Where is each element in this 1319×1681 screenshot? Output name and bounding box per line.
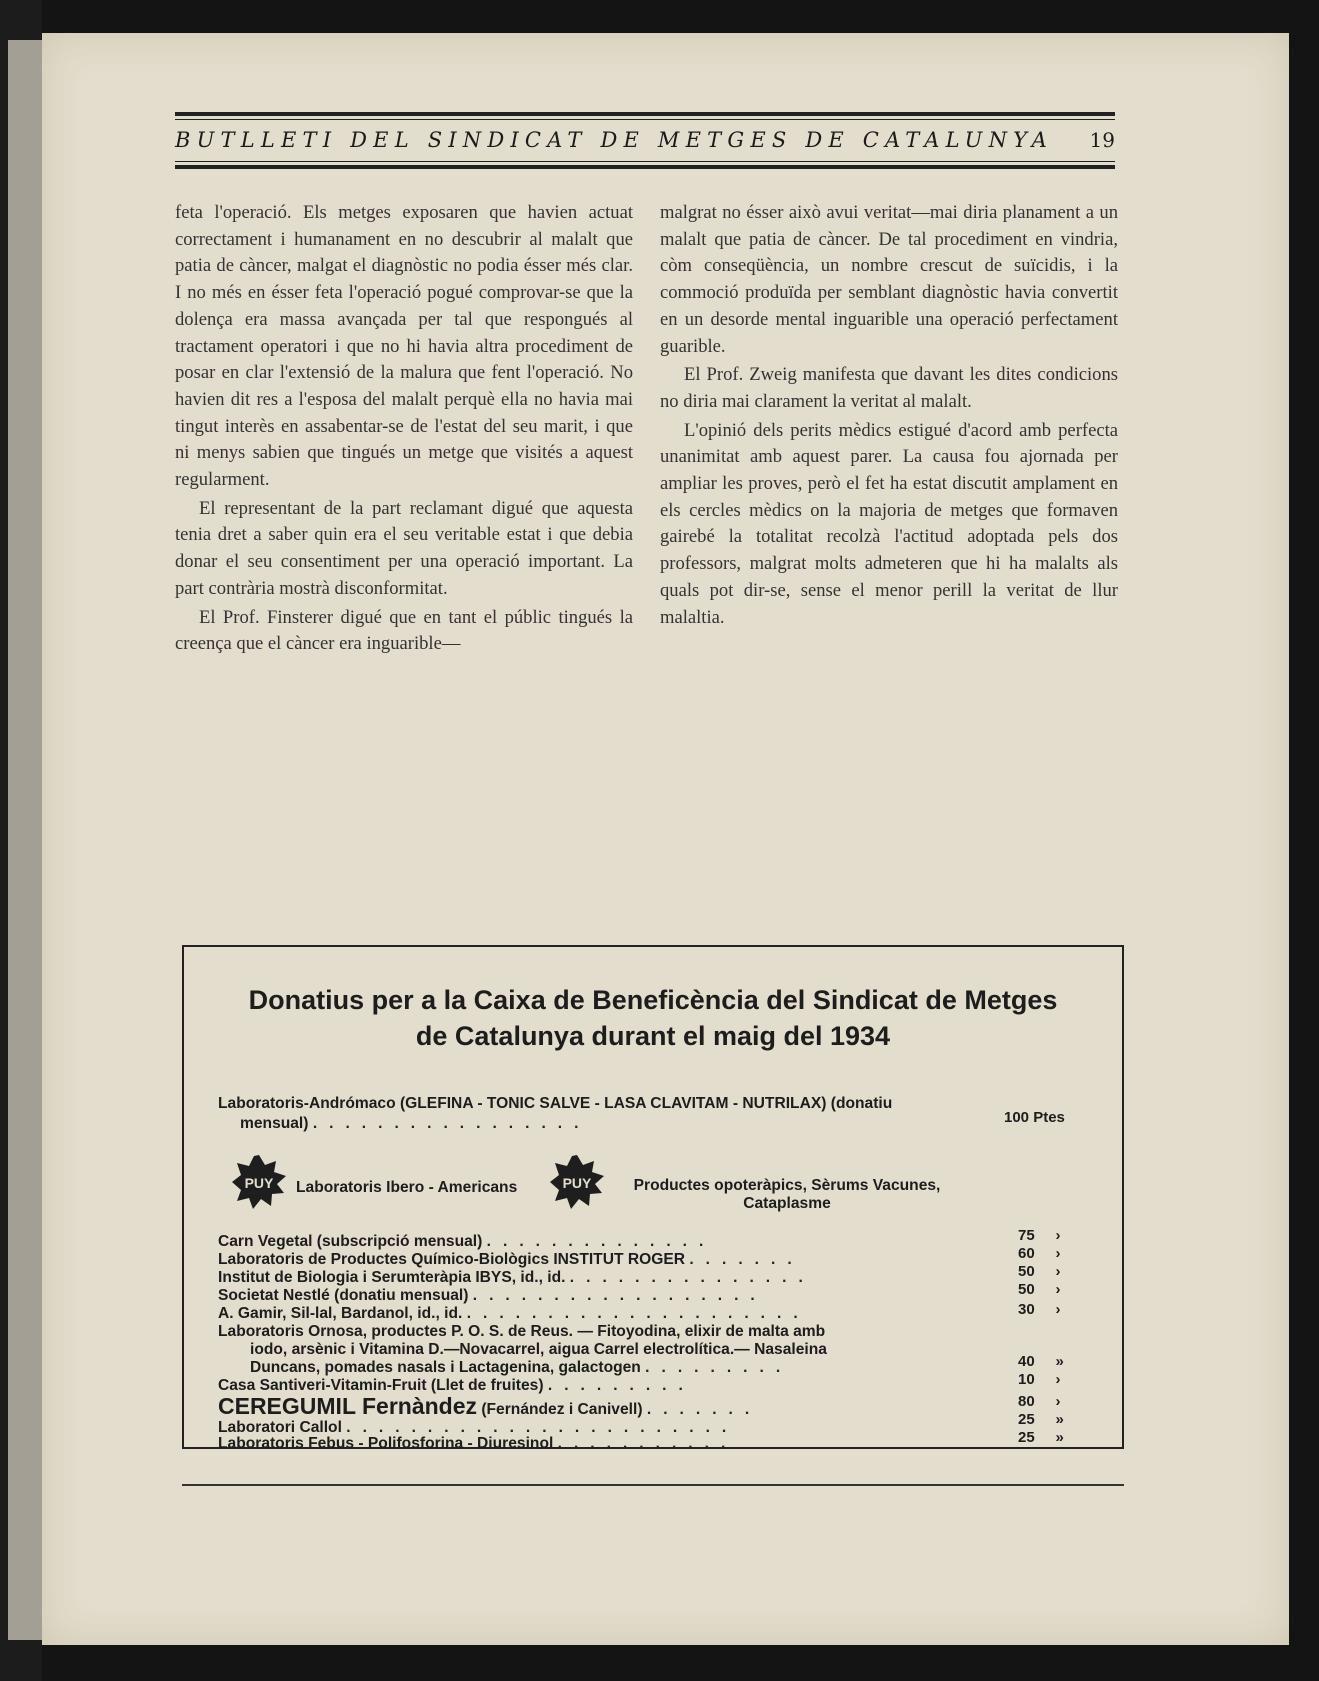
entry-amount [1018, 1393, 1061, 1410]
paragraph: El representant de la part reclamant digué que aquesta tenia dret a saber quin era el seu veritable estat i que debia donar el seu consentiment per una operació important. La part contrària mostrà disconformitat. [175, 497, 633, 599]
opoterapics-label [612, 1177, 962, 1213]
entry-amount [1018, 1245, 1061, 1262]
amount-unit: › [1055, 1393, 1061, 1410]
amount-value: 30 [1018, 1301, 1035, 1318]
opoterapics-line2: Cataplasme [743, 1195, 831, 1212]
entry-amount [1018, 1227, 1061, 1244]
puy-logo-text: PUY [562, 1175, 592, 1191]
left-column [175, 200, 633, 658]
paragraph: feta l'operació. Els metges exposaren que havien actuat correctament i humanament en no descubrir al malalt que patia de càncer, malgat el diagnòstic no podia ésser més clar. I no més en ésser feta l'operació pogué comprovar-se que la dolença era massa avançada per tal que respongués al tractament operatori i que no hi havia altra procediment de posar en clar l'extensió de la malura que fent l'operació. No havien dit res a l'esposa del malalt perquè ella no havia mai tingut interès en assabentar-se de l'estat del seu marit, i que ni menys sabien que tingués un metge que visités a aquest regularment. [175, 202, 633, 491]
entry-text: Laboratori Callol [218, 1419, 342, 1436]
leader-dots: ........... [557, 1435, 738, 1452]
ceregumil-brand: CEREGUMIL Fernàndez [218, 1393, 477, 1419]
paragraph: malgrat no ésser això avui veritat—mai diria planament a un malalt que patia de càncer. De tal procediment en vindria, còm conseqüència, un nombre crescut de suïcidis, i la commoció produïda per semblant diagnòstic havia convertit en un desorde mental inguarible una operació perfectament guarible. [660, 202, 1118, 357]
paragraph: L'opinió dels perits mèdics estigué d'acord amb perfecta unanimitat amb aquest parer. La causa fou ajornada per ampliar les proves, però el fet ha estat discutit amplament en els cercles mèdics on la majoria de metges que formaven gairebé la totalitat recolzà l'actitud adoptada pels dos professors, malgrat molts admeteren que hi ha malalts als quals pot dir-se, sense el menor perill la veritat de llur malaltia. [660, 419, 1118, 628]
amount-value: 50 [1018, 1281, 1035, 1298]
journal-title: BUTLLETI DEL SINDICAT DE METGES DE CATALUNYA [175, 128, 1053, 152]
leader-dots: ..................... [466, 1305, 810, 1322]
page-number: 19 [1089, 128, 1115, 152]
header-rule-bottom [175, 165, 1115, 169]
ornosa-line3 [250, 1359, 792, 1377]
entry-name [218, 1251, 804, 1269]
entry-text: Societat Nestlé (donatiu mensual) [218, 1287, 469, 1304]
entry-amount [1018, 1301, 1061, 1318]
entry-name [218, 1393, 761, 1420]
amount-unit: › [1055, 1227, 1061, 1244]
entry-text: Casa Santiveri-Vitamin-Fruit (Llet de fruites) [218, 1377, 544, 1394]
donations-title-line2: de Catalunya durant el maig del 1934 [415, 1021, 891, 1051]
andromaco-line2 [240, 1115, 590, 1133]
amount-value: 50 [1018, 1263, 1035, 1280]
paragraph: El Prof. Zweig manifesta que davant les dites condicions no diria mai clarament la veritat al malalt. [660, 364, 1118, 412]
entry-text: Duncans, pomades nasals i Lactagenina, galactogen [250, 1359, 641, 1376]
leader-dots: .................. [472, 1287, 767, 1304]
entry-text: Carn Vegetal (subscripció mensual) [218, 1233, 483, 1250]
ibero-americans-label: Laboratoris Ibero - Americans [296, 1179, 518, 1196]
donations-title [184, 982, 1122, 1054]
entry-amount [1018, 1263, 1061, 1280]
opoterapics-line1: Productes opoteràpics, Sèrums Vacunes, [633, 1177, 941, 1194]
puy-logo-text: PUY [244, 1175, 274, 1191]
ornosa-line2: iodo, arsènic i Vitamina D.—Novacarrel, aigua Carrel electrolítica.— Nasaleina [250, 1341, 827, 1358]
andromaco-line2-text: mensual) [240, 1115, 309, 1132]
amount-value: 25 [1018, 1429, 1035, 1446]
donations-box [182, 945, 1124, 1452]
amount-value: 60 [1018, 1245, 1035, 1262]
box-double-rule [182, 1484, 1124, 1486]
leader-dots: ............... [569, 1269, 815, 1286]
amount-unit: » [1055, 1429, 1064, 1446]
amount-value: 40 [1018, 1353, 1035, 1370]
amount-unit: › [1055, 1281, 1061, 1298]
amount-unit: » [1055, 1411, 1064, 1428]
andromaco-amount: 100 Ptes [1004, 1109, 1065, 1126]
amount-unit: › [1055, 1245, 1061, 1262]
ornosa-line1: Laboratoris Ornosa, productes P. O. S. de Reus. — Fitoyodina, elixir de malta amb [218, 1323, 826, 1340]
amount-unit: » [1055, 1353, 1064, 1370]
puy-logo-icon [232, 1155, 286, 1209]
entry-amount [1018, 1353, 1064, 1370]
leader-dots: ......... [547, 1377, 695, 1394]
leader-dots: ........................ [346, 1419, 739, 1436]
entry-text: (Fernández i Canivell) [481, 1401, 643, 1418]
entry-name [218, 1269, 815, 1287]
entry-name [218, 1233, 715, 1251]
amount-value: 10 [1018, 1371, 1035, 1388]
puy-logo-icon [550, 1155, 604, 1209]
leader-dots: .............. [486, 1233, 716, 1250]
amount-unit: › [1055, 1301, 1061, 1318]
running-header [175, 112, 1115, 169]
entry-name [218, 1435, 737, 1453]
entry-amount [1018, 1371, 1061, 1388]
amount-unit: › [1055, 1263, 1061, 1280]
entry-name [218, 1305, 810, 1323]
leader-dots: ......... [645, 1359, 793, 1376]
entry-text: Institut de Biologia i Serumteràpia IBYS, id., id. [218, 1269, 566, 1286]
entry-amount [1018, 1429, 1064, 1446]
donations-title-line1: Donatius per a la Caixa de Beneficència del Sindicat de Metges [248, 985, 1058, 1015]
entry-text: Laboratoris de Productes Químico-Biològics INSTITUT ROGER [218, 1251, 685, 1268]
entry-amount [1018, 1411, 1064, 1428]
entry-name [218, 1287, 767, 1305]
andromaco-line1: Laboratoris-Andrómaco (GLEFINA - TONIC SALVE - LASA CLAVITAM - NUTRILAX) (donatiu [218, 1095, 893, 1112]
page-edge [8, 40, 42, 1640]
amount-value: 80 [1018, 1393, 1035, 1410]
leader-dots: ....... [646, 1401, 762, 1418]
paragraph: El Prof. Finsterer digué que en tant el públic tingués la creença que el càncer era inguarible— [175, 606, 633, 655]
header-rule-bottom-thin [175, 161, 1115, 162]
entry-text: A. Gamir, Sil-lal, Bardanol, id., id. [218, 1305, 463, 1322]
right-column [660, 200, 1118, 631]
entry-amount [1018, 1281, 1061, 1298]
leader-dots: ................. [312, 1115, 591, 1132]
amount-value: 75 [1018, 1227, 1035, 1244]
header-rule-top [175, 112, 1115, 116]
leader-dots: ....... [689, 1251, 804, 1268]
amount-value: 25 [1018, 1411, 1035, 1428]
amount-unit: › [1055, 1371, 1061, 1388]
entry-text: Laboratoris Febus - Polifosforina - Diuresinol [218, 1435, 554, 1452]
